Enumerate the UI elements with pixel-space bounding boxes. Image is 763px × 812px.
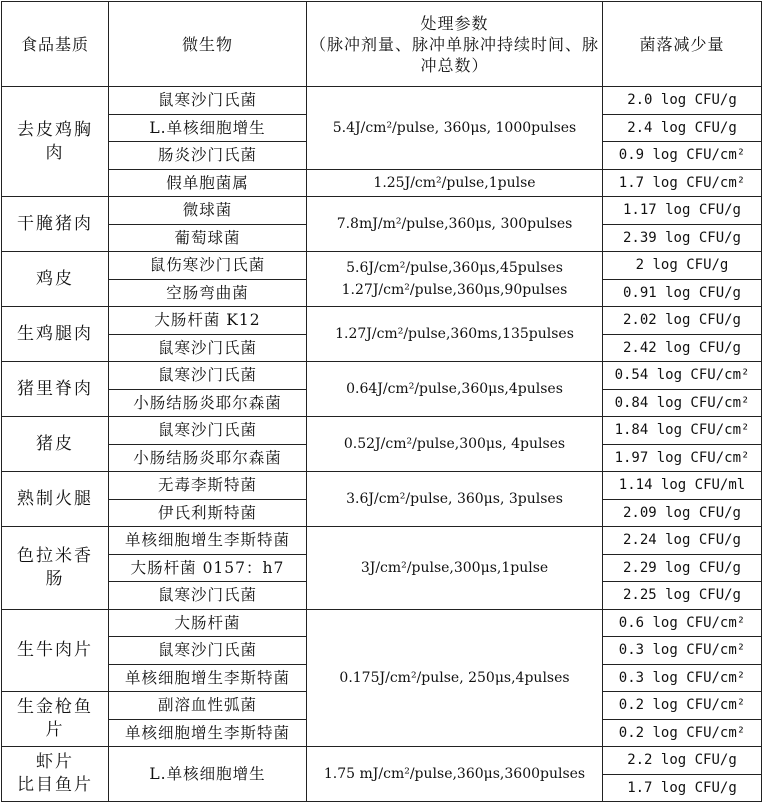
microbe-cell: L.单核细胞增生 <box>109 114 307 142</box>
header-reduction: 菌落减少量 <box>603 2 762 87</box>
param-cell: 0.64J/cm²/pulse,360μs,4pulses <box>307 362 603 417</box>
reduction-cell: 2.25 log CFU/g <box>603 582 762 610</box>
param-cell: 0.175J/cm²/pulse, 250μs,4pulses <box>307 609 603 747</box>
table-row <box>2 417 762 445</box>
reduction-cell: 1.97 log CFU/cm² <box>603 444 762 472</box>
food-cell: 猪皮 <box>2 417 109 472</box>
reduction-cell: 0.2 log CFU/cm² <box>603 692 762 720</box>
microbe-cell: 葡萄球菌 <box>109 224 307 252</box>
microbe-cell: 鼠寒沙门氏菌 <box>109 362 307 390</box>
reduction-cell: 0.3 log CFU/cm² <box>603 637 762 665</box>
microbe-cell: 鼠寒沙门氏菌 <box>109 334 307 362</box>
microbe-cell: 副溶血性弧菌 <box>109 692 307 720</box>
microbe-cell: 小肠结肠炎耶尔森菌 <box>109 444 307 472</box>
microbe-cell: 无毒李斯特菌 <box>109 472 307 500</box>
microbe-cell: 小肠结肠炎耶尔森菌 <box>109 389 307 417</box>
microbe-cell: 大肠杆菌 0157：h7 <box>109 554 307 582</box>
header-params: 处理参数 （脉冲剂量、脉冲单脉冲持续时间、脉冲总数） <box>307 2 603 87</box>
reduction-cell: 1.14 log CFU/ml <box>603 472 762 500</box>
food-cell: 生牛肉片 <box>2 609 109 692</box>
reduction-cell: 0.84 log CFU/cm² <box>603 389 762 417</box>
microbe-cell: 微球菌 <box>109 197 307 225</box>
reduction-cell: 2.09 log CFU/g <box>603 499 762 527</box>
microbe-cell: 鼠寒沙门氏菌 <box>109 582 307 610</box>
param-cell: 1.25J/cm²/pulse,1pulse <box>307 169 603 197</box>
param-cell: 3J/cm²/pulse,300μs,1pulse <box>307 527 603 610</box>
param-cell: 5.6J/cm²/pulse,360μs,45pulses 1.27J/cm²/pulse,360μs,90pulses <box>307 252 603 307</box>
food-cell: 色拉米香肠 <box>2 527 109 610</box>
reduction-cell: 0.9 log CFU/cm² <box>603 142 762 170</box>
reduction-cell: 0.3 log CFU/cm² <box>603 664 762 692</box>
microbe-cell: 肠炎沙门氏菌 <box>109 142 307 170</box>
microbe-cell: 伊氏利斯特菌 <box>109 499 307 527</box>
food-cell: 干腌猪肉 <box>2 197 109 252</box>
table-row <box>2 362 762 390</box>
reduction-cell: 1.17 log CFU/g <box>603 197 762 225</box>
food-cell: 熟制火腿 <box>2 472 109 527</box>
reduction-cell: 2 log CFU/g <box>603 252 762 280</box>
reduction-cell: 1.7 log CFU/g <box>603 774 762 802</box>
table-row <box>2 252 762 280</box>
reduction-cell: 0.54 log CFU/cm² <box>603 362 762 390</box>
header-microbe: 微生物 <box>109 2 307 87</box>
reduction-cell: 2.4 log CFU/g <box>603 114 762 142</box>
reduction-cell: 2.39 log CFU/g <box>603 224 762 252</box>
reduction-cell: 1.7 log CFU/cm² <box>603 169 762 197</box>
food-cell: 去皮鸡胸肉 <box>2 87 109 197</box>
table-row <box>2 472 762 500</box>
reduction-cell: 2.0 log CFU/g <box>603 87 762 115</box>
table-row <box>2 87 762 115</box>
reduction-cell: 0.6 log CFU/cm² <box>603 609 762 637</box>
microbe-cell: 鼠寒沙门氏菌 <box>109 417 307 445</box>
reduction-cell: 2.42 log CFU/g <box>603 334 762 362</box>
table-row <box>2 169 762 197</box>
microbe-cell: 单核细胞增生李斯特菌 <box>109 719 307 747</box>
param-cell: 7.8mJ/m²/pulse,360μs, 300pulses <box>307 197 603 252</box>
microbe-cell: 大肠杆菌 <box>109 609 307 637</box>
food-cell: 鸡皮 <box>2 252 109 307</box>
microbe-cell: 空肠弯曲菌 <box>109 279 307 307</box>
param-cell: 5.4J/cm²/pulse, 360μs, 1000pulses <box>307 87 603 170</box>
table-row <box>2 609 762 637</box>
food-cell: 虾片 比目鱼片 <box>2 747 109 802</box>
microbe-cell: 鼠寒沙门氏菌 <box>109 637 307 665</box>
reduction-cell: 2.02 log CFU/g <box>603 307 762 335</box>
microbe-cell: 假单胞菌属 <box>109 169 307 197</box>
microbe-cell: L.单核细胞增生 <box>109 747 307 802</box>
microbe-cell: 鼠伤寒沙门氏菌 <box>109 252 307 280</box>
header-food: 食品基质 <box>2 2 109 87</box>
reduction-cell: 2.2 log CFU/g <box>603 747 762 775</box>
food-cell: 猪里脊肉 <box>2 362 109 417</box>
reduction-cell: 2.29 log CFU/g <box>603 554 762 582</box>
reduction-cell: 0.2 log CFU/cm² <box>603 719 762 747</box>
param-cell: 1.75 mJ/cm²/pulse,360μs,3600pulses <box>307 747 603 802</box>
table-row <box>2 527 762 555</box>
reduction-cell: 1.84 log CFU/cm² <box>603 417 762 445</box>
param-cell: 3.6J/cm²/pulse, 360μs, 3pulses <box>307 472 603 527</box>
microbe-cell: 鼠寒沙门氏菌 <box>109 87 307 115</box>
reduction-cell: 0.91 log CFU/g <box>603 279 762 307</box>
header-row <box>2 2 762 87</box>
microbe-cell: 大肠杆菌 K12 <box>109 307 307 335</box>
reduction-cell: 2.24 log CFU/g <box>603 527 762 555</box>
data-table <box>1 1 762 802</box>
table-row <box>2 747 762 775</box>
microbe-cell: 单核细胞增生李斯特菌 <box>109 527 307 555</box>
food-cell: 生鸡腿肉 <box>2 307 109 362</box>
table-row <box>2 197 762 225</box>
food-cell: 生金枪鱼片 <box>2 692 109 747</box>
microbe-cell: 单核细胞增生李斯特菌 <box>109 664 307 692</box>
table-row <box>2 307 762 335</box>
param-cell: 0.52J/cm²/pulse,300μs, 4pulses <box>307 417 603 472</box>
param-cell: 1.27J/cm²/pulse,360ms,135pulses <box>307 307 603 362</box>
